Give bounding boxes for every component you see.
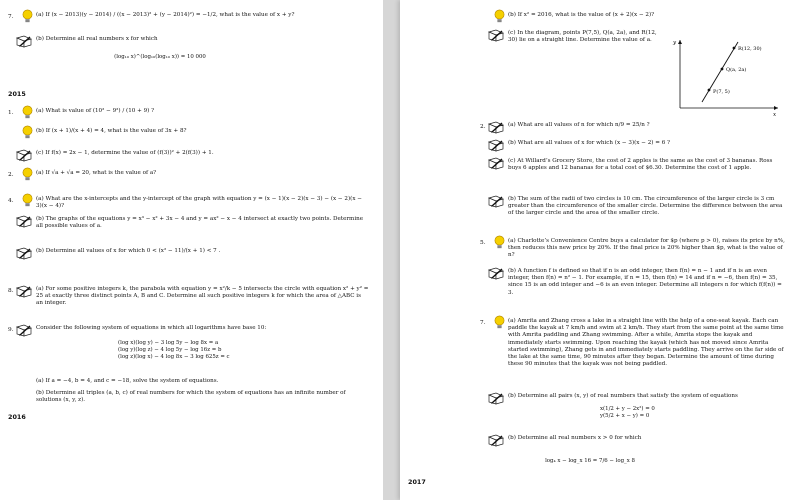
- left-page: [0, 0, 383, 500]
- point-label: R(12, 30): [738, 46, 762, 52]
- point-label: P(7, 5): [713, 89, 730, 95]
- diagram-point: [733, 47, 736, 50]
- notebook-pen-icon: [16, 33, 34, 46]
- year-heading: 2015: [8, 90, 26, 98]
- problem-number: 5.: [480, 240, 486, 246]
- notebook-pen-icon: [488, 137, 506, 150]
- problem-text: (a) What are the x-intercepts and the y-intercept of the graph with equation y = (x − 1)(x − 2)(x − 3) − (x − 2)(x − 3)(x − 4)?: [36, 196, 362, 210]
- lightbulb-icon: [22, 193, 33, 208]
- x-axis-label: x: [773, 112, 777, 118]
- problem-number: 9.: [8, 327, 14, 333]
- problem-text: (a) What are all values of n for which n/9 = 25/n ?: [508, 122, 650, 128]
- problem-text: (b) Determine all values of x for which 0 < (x² − 11)/(x + 1) < 7 .: [36, 248, 221, 254]
- lightbulb-icon: [494, 9, 505, 24]
- x-arrow: [774, 106, 778, 110]
- year-heading: 2017: [408, 478, 426, 486]
- right-page: [400, 0, 800, 500]
- y-arrow: [678, 40, 682, 44]
- problem-text: (c) In the diagram, points P(7,5), Q(a, 2a), and R(12, 30) lie on a straight line. Determine the value of a.: [508, 30, 657, 44]
- notebook-pen-icon: [16, 322, 34, 335]
- y-axis-label: y: [673, 40, 677, 46]
- problem-text: Consider the following system of equations in which all logarithms have base 10:: [36, 325, 267, 331]
- notebook-pen-icon: [488, 193, 506, 206]
- problem-number: 2.: [8, 172, 14, 178]
- lightbulb-icon: [494, 235, 505, 250]
- notebook-pen-icon: [488, 432, 506, 445]
- equation-system: (log x)(log y) − 3 log 5y − log 8x = a (log y)(log z) − 4 log 5y − log 16z = b (log z)(log x) − 4 log 8x − 3 log 625z = c: [118, 340, 230, 360]
- problem-text: (c) If f(x) = 2x − 1, determine the value of (f(3))² + 2(f(3)) + 1.: [36, 150, 214, 156]
- notebook-pen-icon: [488, 265, 506, 278]
- problem-text: (a) Amrita and Zhang cross a lake in a straight line with the help of a one-seat kayak. Each can paddle the kayak at 7 km/h and swim at 2 km/h. They start from the same point at the same time with Amrita paddling and Zhang swimming. After a while, Amrita stops the kayak and immediately starts swimming. Upon reaching the kayak (which has not moved since Amrita started swimming), Zhang gets in and immediately starts paddling. They arrive on the far side of the lake at the same time, 90 minutes after they began. Determine the amount of time during these 90 minutes that the kayak was not being paddled.: [508, 318, 784, 368]
- problem-number: 4.: [8, 198, 14, 204]
- problem-text: (b) The graphs of the equations y = x³ − x² + 3x − 4 and y = ax² − x − 4 intersect at exactly two points. Determine all possible values of a.: [36, 216, 364, 230]
- notebook-pen-icon: [488, 27, 506, 40]
- lightbulb-icon: [22, 125, 33, 140]
- lightbulb-icon: [22, 9, 33, 24]
- notebook-pen-icon: [488, 390, 506, 403]
- problem-text: (a) Charlotte’s Convenience Centre buys a calculator for $p (where p > 0), raises its price by n%, then reduces this new price by 20%. If the final price is 20% higher than $p, what is the value of n?: [508, 238, 785, 259]
- point-label: Q(a, 2a): [726, 67, 747, 73]
- lightbulb-icon: [22, 167, 33, 182]
- notebook-pen-icon: [16, 147, 34, 160]
- notebook-pen-icon: [488, 119, 506, 132]
- problem-text: (b) If x² = 2016, what is the value of (x + 2)(x − 2)?: [508, 12, 655, 18]
- problem-text: (b) A function f is defined so that if n is an odd integer, then f(n) = n − 1 and if n is an even integer, then f(n) = n² − 1. For example, if n = 15, then f(n) = 14 and if n = −6, then f(n) = 35, since 15 is an odd integer and −6 is an even integer. Determine all integers n for which f(f(n)) = 3.: [508, 268, 782, 296]
- problem-text: (a) If a = −4, b = 4, and c = −18, solve the system of equations.: [36, 378, 219, 384]
- problem-number: 7.: [8, 14, 14, 20]
- notebook-pen-icon: [16, 245, 34, 258]
- line-diagram: [672, 36, 782, 118]
- notebook-pen-icon: [16, 283, 34, 296]
- problem-text: (c) At Willard’s Grocery Store, the cost of 2 apples is the same as the cost of 3 bananas. Ross buys 6 apples and 12 bananas for a total cost of $6.30. Determine the cost of 1 apple.: [508, 158, 773, 172]
- problem-number: 2.: [480, 124, 486, 130]
- lightbulb-icon: [494, 315, 505, 330]
- year-heading: 2016: [8, 413, 26, 421]
- problem-number: 7.: [480, 320, 486, 326]
- display-equation: log₄ x − log_x 16 = 7/6 − log_x 8: [545, 458, 635, 464]
- problem-text: (b) If (x + 1)/(x + 4) = 4, what is the value of 3x + 8?: [36, 128, 187, 134]
- problem-text: (a) If (x − 2013)(y − 2014) / ((x − 2013)² + (y − 2014)²) = −1/2, what is the value of x + y?: [36, 12, 295, 18]
- problem-text: (b) Determine all real numbers x > 0 for which: [508, 435, 642, 441]
- equation-system: x(1/2 + y − 2x²) = 0 y(5/2 + x − y) = 0: [600, 406, 655, 419]
- problem-text: (b) Determine all pairs (x, y) of real numbers that satisfy the system of equations: [508, 393, 738, 399]
- problem-text: (b) The sum of the radii of two circles is 10 cm. The circumference of the larger circle is 3 cm greater than the circumference of the smaller circle. Determine the difference between the area of the larger circle and the area of the smaller circle.: [508, 196, 783, 217]
- diagram-point: [708, 89, 711, 92]
- display-equation: (log₁₀ x)^(log₁₀(log₁₀ x)) = 10 000: [114, 54, 206, 60]
- problem-text: (b) Determine all real numbers x for which: [36, 36, 158, 42]
- problem-text: (a) If √a + √a = 20, what is the value of a?: [36, 170, 157, 176]
- problem-number: 8.: [8, 288, 14, 294]
- problem-text: (b) Determine all triples (a, b, c) of real numbers for which the system of equations has an infinite number of solutions (x, y, z).: [36, 390, 346, 404]
- problem-text: (b) What are all values of x for which (x − 3)(x − 2) = 6 ?: [508, 140, 671, 146]
- problem-text: (a) What is value of (10² − 9²) / (10 + 9) ?: [36, 108, 155, 114]
- notebook-pen-icon: [488, 155, 506, 168]
- problem-text: (a) For some positive integers k, the parabola with equation y = x²/k − 5 intersects the circle with equation x² + y² = 25 at exactly three distinct points A, B and C. Determine all such positive integers k for which the area of △ABC is an integer.: [36, 286, 369, 307]
- lightbulb-icon: [22, 105, 33, 120]
- problem-number: 1.: [8, 110, 14, 116]
- notebook-pen-icon: [16, 213, 34, 226]
- diagram-point: [721, 68, 724, 71]
